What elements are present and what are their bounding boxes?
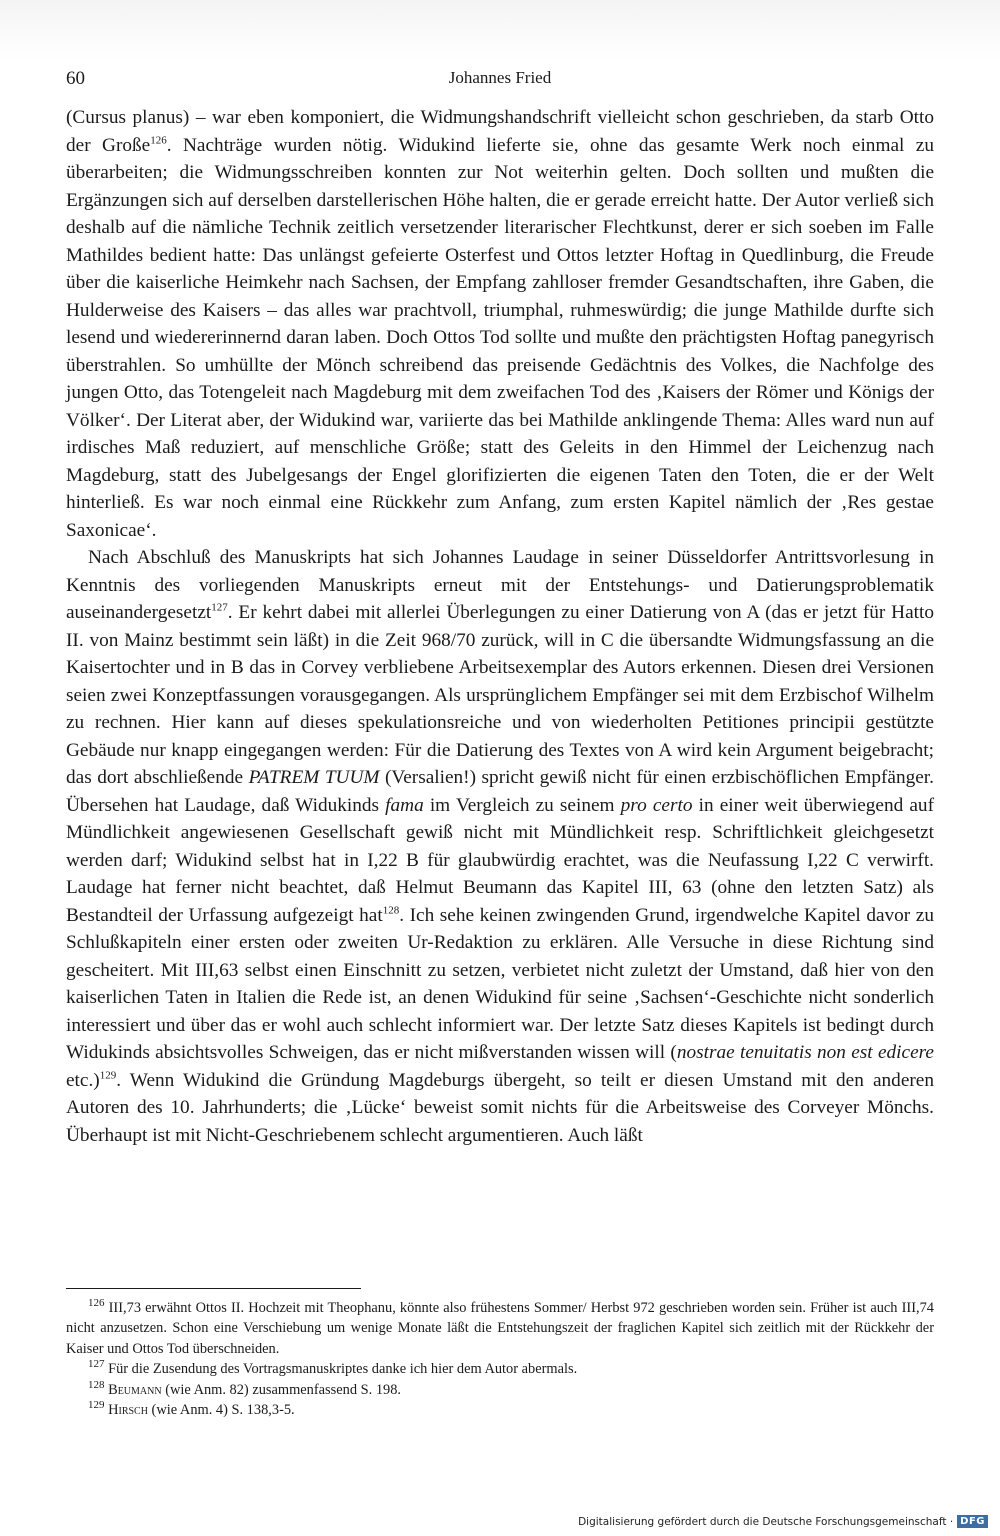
footnote-text: (wie Anm. 82) zusammenfassend S. 198.	[161, 1381, 401, 1398]
paragraph-1	[66, 104, 934, 544]
dfg-logo[interactable]: DFG	[957, 1515, 988, 1528]
text-run: Nach Abschluß des Manuskripts hat sich Johannes Laudage in seiner Düsseldorfer Antrittsvorlesung in Kenntnis des vorliegenden Manuskripts erneut mit der Entstehungs- und Datierungsproblematik auseinandergesetzt	[66, 547, 934, 623]
footnote-128	[66, 1380, 934, 1400]
footnotes	[66, 1298, 934, 1420]
footnote-127	[66, 1359, 934, 1379]
text-run: . Nachträge wurden nötig. Widukind lieferte sie, ohne das gesamte Werk noch einmal zu überarbeiten; die Widmungsschreiben konnten zur Not weiterhin gelten. Doch sollten und mußten die Ergänzungen sich auf derselben darstellerischen Höhe halten, die er gerade erreicht hatte. Der Autor verließ sich deshalb auf die nämliche Technik zeitlich versetzender literarischer Flechtkunst, derer er sich soeben im Falle Mathildes bedient hatte: Das unlängst gefeierte Osterfest und Ottos letzter Hoftag in Quedlinburg, die Freude über die kaiserliche Heimkehr nach Sachsen, der Empfang zahlloser fremder Gesandtschaften, ihre Gaben, die Hulderweise des Kaisers – das alles war prachtvoll, triumphal, ruhmeswürdig; die junge Mathilde durfte sich lesend und wiedererinnernd daran laben. Doch Ottos Tod sollte und mußte den prächtigsten Hoftag panegyrisch überstrahlen. So umhüllte der Mönch schreibend das preisende Gedächtnis des Volkes, die Nachfolge des jungen Otto, das Totengeleit nach Magdeburg mit dem zweifachen Tod des ‚Kaisers der Römer und Königs der Völker‘. Der Literat aber, der Widukind war, variierte das bei Mathilde anklingende Thema: Alles ward nun auf irdisches Maß reduziert, auf menschliche Größe; statt des Geleits in den Himmel der Leichenzug nach Magdeburg, statt des Jubelgesangs der Engel glorifizierten die eigenen Taten den Toten, die er der Welt hinterließ. Es war noch einmal eine Rückkehr zum Anfang, zum ersten Kapitel nämlich der ‚Res gestae Saxonicae‘.	[66, 134, 934, 541]
page-header	[66, 68, 934, 96]
footnote-129	[66, 1400, 934, 1420]
italic-run: PATREM TUUM	[248, 767, 380, 788]
text-run: etc.)	[66, 1069, 100, 1091]
footnote-ref-127: 127	[211, 601, 228, 614]
author-name: Beumann	[104, 1381, 162, 1398]
footnote-text: (wie Anm. 4) S. 138,3-5.	[147, 1402, 295, 1419]
footnote-number: 129	[88, 1399, 105, 1412]
footnote-number: 127	[88, 1358, 105, 1371]
footnote-ref-128: 128	[382, 904, 400, 917]
scan-edge	[0, 0, 1000, 60]
text-run: (Versalien!) spricht gewiß nicht für einen erzbischöflichen Empfänger. Übersehen hat Laudage, daß Widukinds	[66, 767, 934, 816]
running-head: Johannes Fried	[448, 68, 552, 87]
footnote-number: 128	[88, 1378, 105, 1391]
footnote-ref-129: 129	[99, 1069, 117, 1082]
footnote-rule	[66, 1288, 361, 1289]
italic-run: pro certo	[620, 794, 693, 816]
italic-run: nostrae tenuitatis non est edicere	[676, 1042, 934, 1063]
footnote-text: III,73 erwähnt Ottos II. Hochzeit mit Theophanu, könnte also frühestens Sommer/ Herbst 972 geschrieben worden sein. Früher ist auch III,74 nicht anzusetzen. Schon eine Verschiebung um wenige Monate läßt die Entstehungszeit der fraglichen Kapitel sich zeitlich mit der Rückkehr der Kaiser und Ottos Tod überschneiden.	[66, 1300, 934, 1357]
text-run: in einer weit überwiegend auf Mündlichkeit angewiesenen Gesellschaft gewiß nicht mit Mündlichkeit resp. Schriftlichkeit gleichgesetzt werden darf; Widukind selbst hat in I,22 B für glaubwürdig erachtet, was die Neufassung I,22 C verwirft. Laudage hat ferner nicht beachtet, daß Helmut Beumann das Kapitel III, 63 (ohne den letzten Satz) als Bestandteil der Urfassung aufgezeigt hat	[66, 794, 934, 926]
body-text	[66, 104, 934, 1149]
text-run: . Wenn Widukind die Gründung Magdeburgs übergeht, so teilt er diesen Umstand mit den anderen Autoren des 10. Jahrhunderts; die ‚Lücke‘ beweist somit nichts für die Arbeitsweise des Corveyer Mönchs. Überhaupt ist mit Nicht-Geschriebenem schlecht argumentieren. Auch läßt	[66, 1069, 934, 1146]
digitization-credit: Digitalisierung gefördert durch die Deutsche Forschungsgemeinschaft ·	[578, 1515, 954, 1528]
text-run: . Ich sehe keinen zwingenden Grund, irgendwelche Kapitel davor zu Schlußkapiteln einer ersten oder zweiten Ur-Redaktion zu erklären. Alle Versuche in diese Richtung sind gescheitert. Mit III,63 selbst einen Einschnitt zu setzen, verbietet nicht zuletzt der Umstand, daß hier von den kaiserlichen Taten in Italien die Rede ist, an denen Widukind für seine ‚Sachsen‘-Geschichte nicht sonderlich interessiert und über das er wohl auch schlecht informiert war. Der letzte Satz dieses Kapitels ist bedingt durch Widukinds absichtsvolles Schweigen, das er nicht mißverstanden wissen will (	[66, 904, 934, 1063]
footnote-number: 126	[88, 1297, 105, 1310]
footnote-126	[66, 1298, 934, 1359]
paragraph-2	[66, 544, 934, 1149]
footnote-ref-126: 126	[150, 134, 167, 147]
page-number: 60	[66, 68, 85, 89]
footnote-text: Für die Zusendung des Vortragsmanuskriptes danke ich hier dem Autor abermals.	[104, 1361, 578, 1378]
dfg-footer	[578, 1515, 988, 1528]
text-run: . Er kehrt dabei mit allerlei Überlegungen zu einer Datierung von A (das er jetzt für Hatto II. von Mainz bestimmt sein läßt) in die Zeit 968/70 zurück, will in C die übersandte Widmungsfassung an die Kaisertochter und in B das in Corvey verbliebene Arbeitsexemplar des Autors erkennen. Diesen drei Versionen seien zwei Konzeptfassungen vorausgegangen. Als ursprünglichem Empfänger sei mit dem Erzbischof Wilhelm zu rechnen. Hier kann auf dieses spekulationsreiche und von wiederholten Petitiones principii gestützte Gebäude nur knapp eingegangen werden: Für die Datierung des Textes von A wird kein Argument beigebracht; das dort abschließende	[66, 602, 934, 788]
author-name: Hirsch	[104, 1402, 148, 1419]
text-run: (Cursus planus) – war eben komponiert, die Widmungshandschrift vielleicht schon geschrieben, da starb Otto der Große	[66, 107, 934, 156]
text-run: im Vergleich zu seinem	[423, 794, 621, 816]
italic-run: fama	[385, 794, 424, 816]
